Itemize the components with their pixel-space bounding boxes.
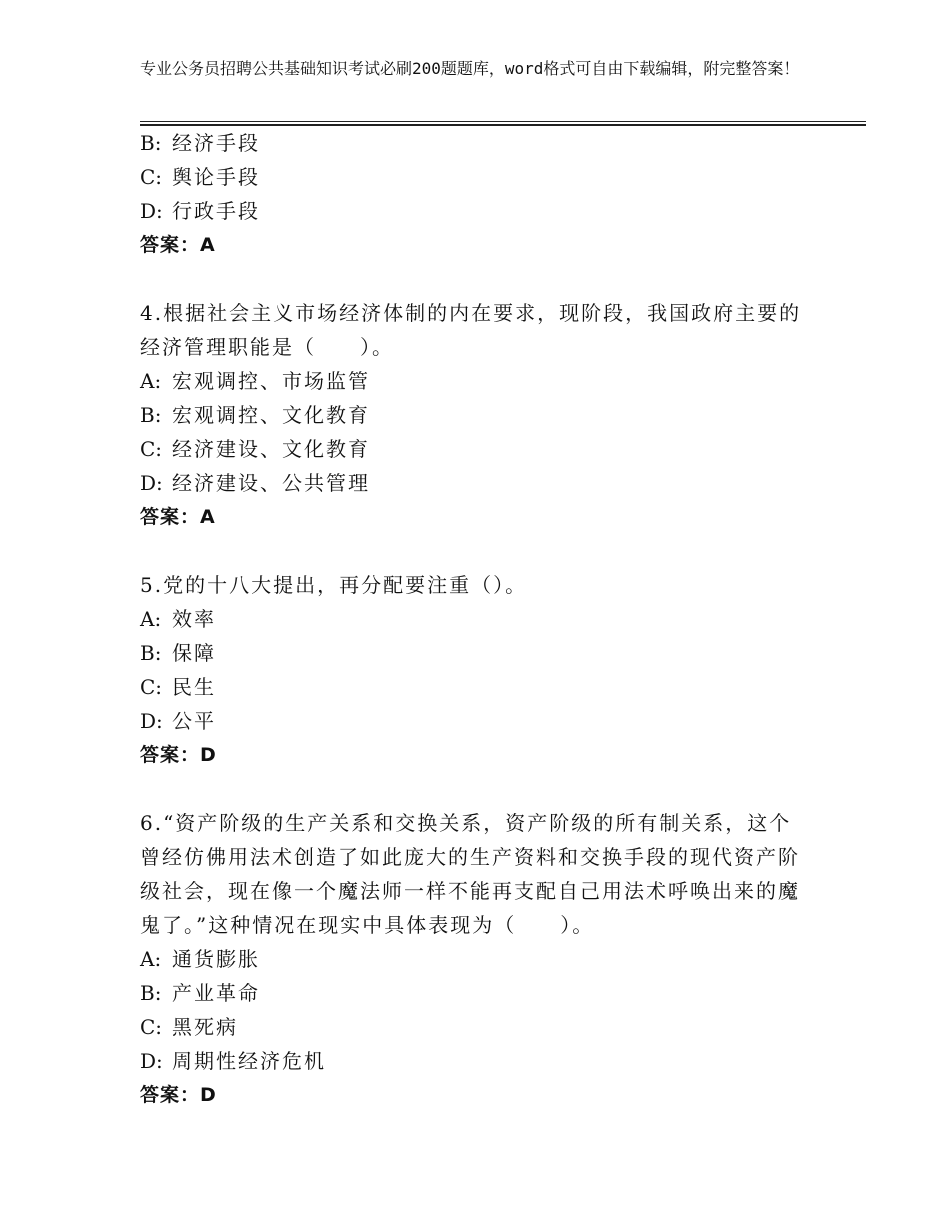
option-text: 舆论手段: [172, 165, 260, 189]
option-key: B:: [140, 131, 162, 155]
option-text: 经济手段: [172, 131, 260, 155]
question-3-tail: [140, 126, 810, 262]
option-key: C:: [140, 165, 163, 189]
option-row: [140, 602, 810, 636]
option-text: 经济建设、公共管理: [172, 471, 370, 495]
option-key: B:: [140, 641, 162, 665]
document-header: [140, 58, 830, 80]
option-text: 行政手段: [172, 199, 260, 223]
option-text: 产业革命: [172, 981, 260, 1005]
option-row: [140, 466, 810, 500]
option-key: D:: [140, 471, 163, 495]
option-text: 效率: [172, 607, 216, 631]
question-4: [140, 296, 810, 534]
spacer: [140, 772, 810, 806]
option-row: [140, 1010, 810, 1044]
answer-line: 答案：A: [140, 234, 216, 256]
option-text: 黑死病: [172, 1015, 238, 1039]
option-row: [140, 194, 810, 228]
option-key: D:: [140, 199, 163, 223]
question-stem: 6.“资产阶级的生产关系和交换关系，资产阶级的所有制关系，这个曾经仿佛用法术创造了如此庞大的生产资料和交换手段的现代资产阶级社会，现在像一个魔法师一样不能再支配自己用法术呼唤出来的魔鬼了。”这种情况在现实中具体表现为（ ）。: [140, 811, 800, 937]
option-row: [140, 126, 810, 160]
option-row: [140, 976, 810, 1010]
option-text: 公平: [172, 709, 216, 733]
spacer: [140, 534, 810, 568]
option-row: [140, 670, 810, 704]
option-row: [140, 704, 810, 738]
spacer: [140, 262, 810, 296]
answer-line: 答案：D: [140, 744, 217, 766]
option-text: 保障: [172, 641, 216, 665]
option-text: 民生: [172, 675, 216, 699]
question-stem: 5.党的十八大提出，再分配要注重（）。: [140, 573, 528, 597]
option-key: D:: [140, 709, 163, 733]
question-5: [140, 568, 810, 772]
question-stem: 4.根据社会主义市场经济体制的内在要求，现阶段，我国政府主要的经济管理职能是（ ）。: [140, 301, 802, 359]
question-6: [140, 806, 810, 1112]
option-text: 通货膨胀: [172, 947, 260, 971]
option-key: C:: [140, 1015, 163, 1039]
option-key: A:: [140, 947, 162, 971]
option-key: C:: [140, 675, 163, 699]
answer-line: 答案：A: [140, 506, 216, 528]
header-text: 专业公务员招聘公共基础知识考试必刷200题题库，word格式可自由下载编辑，附完整答案！: [140, 59, 800, 78]
option-key: A:: [140, 369, 162, 393]
option-text: 宏观调控、文化教育: [172, 403, 370, 427]
answer-line: 答案：D: [140, 1084, 217, 1106]
option-key: C:: [140, 437, 163, 461]
option-key: B:: [140, 403, 162, 427]
option-row: [140, 160, 810, 194]
option-text: 周期性经济危机: [172, 1049, 326, 1073]
header-divider: [140, 121, 866, 122]
option-text: 经济建设、文化教育: [172, 437, 370, 461]
option-key: B:: [140, 981, 162, 1005]
option-key: A:: [140, 607, 162, 631]
option-row: [140, 636, 810, 670]
document-body: [140, 126, 810, 1112]
option-row: [140, 942, 810, 976]
option-row: [140, 364, 810, 398]
option-text: 宏观调控、市场监管: [172, 369, 370, 393]
option-row: [140, 432, 810, 466]
option-row: [140, 398, 810, 432]
option-key: D:: [140, 1049, 163, 1073]
option-row: [140, 1044, 810, 1078]
